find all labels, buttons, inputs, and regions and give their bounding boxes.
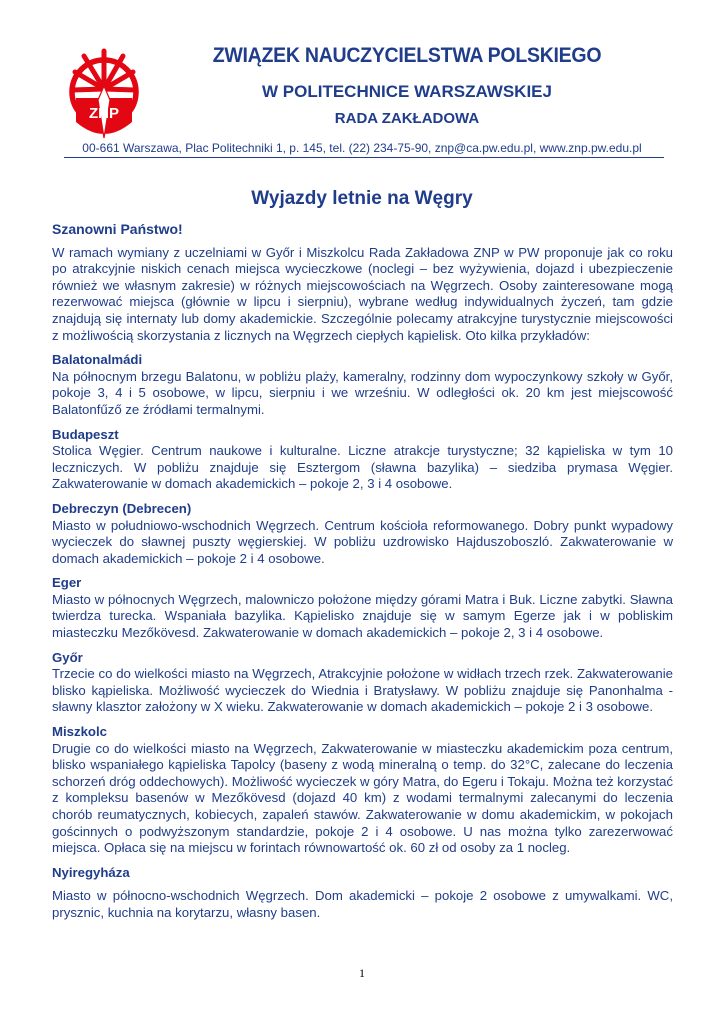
logo-text: ZNP [89,105,119,122]
section-heading: Balatonalmádi [52,352,143,368]
section-budapeszt [52,427,673,493]
section-text: Na północnym brzegu Balatonu, w pobliżu plaży, kameralny, rodzinny dom wypoczynkowy szkoły w Győr, pokoje 3, 4 i 5 osobowe, w lipcu, sierpniu i we wrześniu. W odległości ok. 20 km jest miejscowość Balatonfűző ze źródłami termalnymi. [52,368,673,417]
section-text: Miasto w północnych Węgrzech, malowniczo położone między górami Matra i Buk. Liczne zabytki. Sławna twierdza turecka. Wspaniała bazylika. Kąpielisko znajduje się w samym Egerze jak i w pobliskim miasteczku Mezőkövesd. Zakwaterowanie w domach akademickich – pokoje 2, 3 i 4 osobowe. [52,591,673,641]
section-text: Miasto w południowo-wschodnich Węgrzech. Centrum kościoła reformowanego. Dobry punkt wypadowy wycieczek do sławnej puszty węgierskiej. W pobliżu uzdrowisko Hajduszoboszló. Zakwaterowanie w domach akademickich – pokoje 2 i 4 osobowe. [52,517,673,566]
org-name: ZWIĄZEK NAUCZYCIELSTWA POLSKIEGO [212,44,602,67]
greeting: Szanowni Państwo! [52,221,183,237]
org-subtitle: W POLITECHNICE WARSZAWSKIEJ [262,82,552,101]
section-text: Miasto w północno-wschodnich Węgrzech. Dom akademicki – pokoje 2 osobowe z umywalkami. WC, prysznic, kuchnia na korytarzu, własny basen. [52,888,673,920]
section-heading: Eger [52,575,82,591]
section-balatonalmadi [52,352,673,418]
document-body [52,221,673,922]
section-eger [52,575,673,641]
org-address: 00-661 Warszawa, Plac Politechniki 1, p. 145, tel. (22) 234-75-90, znp@ca.pw.edu.pl, www.znp.pw.edu.pl [82,141,642,155]
section-heading: Budapeszt [52,426,119,442]
section-nyiregyhaza [52,865,673,922]
intro-paragraph: W ramach wymiany z uczelniami w Győr i Miszkolcu Rada Zakładowa ZNP w PW proponuje jak co roku po atrakcyjnie niskich cenach miejsca wycieczkowe (noclegi – bez wyżywienia, dojazd i ubezpieczenie również we własnym zakresie) w różnych miejscowościach na Węgrzech. Osoby zainteresowane mogą rezerwować miejsca (głównie w lipcu i sierpniu), wybrane według indywidualnych życzeń, tam gdzie znajdują się internaty lub domy akademickie. Szczególnie polecamy atrakcyjne turystycznie miejscowości z możliwością skorzystania z licznych na Węgrzech ciepłych kąpielisk. Oto kilka przykładów: [52,244,673,343]
section-debreczyn [52,501,673,567]
section-heading: Nyiregyháza [52,864,130,880]
section-gyor [52,650,673,716]
org-unit: RADA ZAKŁADOWA [334,110,480,127]
section-heading: Debreczyn (Debrecen) [52,500,192,516]
page-number: 1 [359,966,365,980]
document-title: Wyjazdy letnie na Węgry [251,188,473,209]
section-heading: Győr [52,649,83,665]
section-text: Trzecie co do wielkości miasto na Węgrzech, Atrakcyjnie położone w widłach trzech rzek. Zakwaterowanie blisko kąpieliska. Możliwość wycieczek do Wiednia i Bratysławy. W pobliżu znajduje się Panonhalma - sławny klasztor założony w X wieku. Zakwaterowanie w domach akademickich – pokoje 2 i 3 osobowe. [52,666,673,715]
header-divider [64,157,664,158]
znp-logo [66,42,142,144]
znp-logo-icon [66,42,142,144]
section-heading: Miszkolc [52,724,107,740]
section-miszkolc [52,724,673,857]
section-text: Stolica Węgier. Centrum naukowe i kulturalne. Liczne atrakcje turystyczne; 32 kąpieliska w tym 10 leczniczych. W pobliżu znajduje się Esztergom (sławna bazylika) – siedziba prymasa Węgier. Zakwaterowanie w domach akademickich – pokoje 2, 3 i 4 osobowe. [52,443,673,492]
section-text: Drugie co do wielkości miasto na Węgrzech, Zakwaterowanie w miasteczku akademickim poza centrum, blisko wspaniałego kąpieliska Tapolcy (baseny z wodą mineralną o temp. do 32°C, zalecane do leczenia schorzeń dróg oddechowych). Możliwość wycieczek w góry Matra, do Egeru i Tokaju. Można też korzystać z kompleksu basenów w Mezőkövesd (dojazd 40 km) z wodami termalnymi zalecanymi do leczenia chorób reumatycznych, kobiecych, zapaleń stawów. Zakwaterowanie w domu akademickim, w pokojach gościnnych o podwyższonym standardzie, pokoje 2 i 4 osobowe. U nas można tylko zarezerwować miejsca. Opłaca się na miejscu w forintach równowartość ok. 60 zł od osoby za 1 nocleg. [52,740,673,856]
